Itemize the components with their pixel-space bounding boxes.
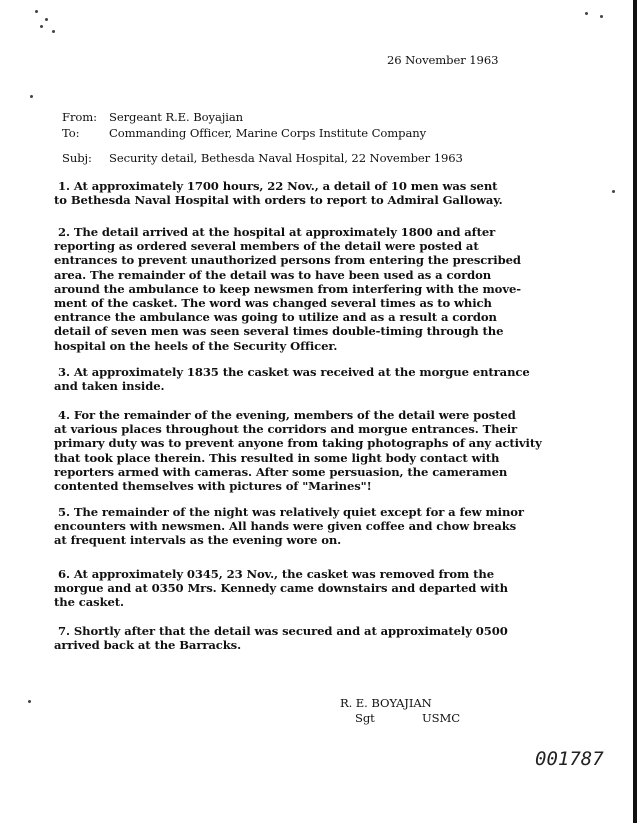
to-label: To:	[62, 126, 80, 140]
paragraph-7-line: arrived back at the Barracks.	[54, 638, 242, 653]
scan-speck	[612, 190, 615, 193]
paragraph-6-line: 6. At approximately 0345, 23 Nov., the casket was removed from the	[58, 567, 495, 581]
paragraph-7-line: 7. Shortly after that the detail was secured and at approximately 0500	[58, 624, 508, 638]
paragraph-4-line: 4. For the remainder of the evening, members of the detail were posted	[58, 408, 516, 422]
paragraph-1-line: to Bethesda Naval Hospital with orders to report to Admiral Galloway.	[54, 193, 503, 208]
paragraph-5-line: at frequent intervals as the evening wore on.	[54, 533, 342, 548]
paragraph-3-line: 3. At approximately 1835 the casket was received at the morgue entrance	[58, 365, 530, 379]
to-value: Commanding Officer, Marine Corps Institute Company	[109, 126, 427, 140]
document-number: 001787	[535, 748, 604, 770]
paragraph-5-line: 5. The remainder of the night was relatively quiet except for a few minor	[58, 505, 524, 519]
subj-value: Security detail, Bethesda Naval Hospital, 22 November 1963	[109, 151, 463, 165]
scan-edge	[633, 0, 637, 823]
scan-speck	[30, 95, 33, 98]
paragraph-2-line: area. The remainder of the detail was to have been used as a cordon	[54, 267, 492, 282]
scan-speck	[35, 10, 38, 13]
paragraph-2-line: hospital on the heels of the Security Officer.	[54, 338, 338, 353]
paragraph-1-line: 1. At approximately 1700 hours, 22 Nov., a detail of 10 men was sent	[58, 179, 498, 193]
scan-speck	[600, 15, 603, 18]
scan-speck	[585, 12, 588, 15]
from-value: Sergeant R.E. Boyajian	[109, 110, 244, 124]
paragraph-4-line: primary duty was to prevent anyone from taking photographs of any activity	[54, 436, 542, 451]
paragraph-2-line: 2. The detail arrived at the hospital at approximately 1800 and after	[58, 225, 496, 239]
paragraph-6-line: the casket.	[54, 595, 124, 610]
from-label: From:	[62, 110, 97, 124]
scan-speck	[40, 25, 43, 28]
paragraph-3-line: and taken inside.	[54, 379, 165, 394]
date: 26 November 1963	[387, 53, 499, 67]
paragraph-4-line: that took place therein. This resulted in some light body contact with	[54, 450, 500, 465]
paragraph-4-line: contented themselves with pictures of "Marines"!	[54, 479, 372, 493]
paragraph-2-line: entrances to prevent unauthorized persons from entering the prescribed	[54, 253, 521, 268]
signature-rank: Sgt	[355, 711, 375, 725]
paragraph-4-line: reporters armed with cameras. After some persuasion, the cameramen	[54, 464, 508, 479]
paragraph-2-line: reporting as ordered several members of the detail were posted at	[54, 239, 479, 254]
paragraph-4-line: at various places throughout the corridors and morgue entrances. Their	[54, 422, 518, 437]
paragraph-2-line: around the ambulance to keep newsmen from interfering with the move-	[54, 281, 521, 296]
paragraph-2-line: entrance the ambulance was going to utilize and as a result a cordon	[54, 310, 497, 325]
paragraph-2-line: ment of the casket. The word was changed several times as to which	[54, 296, 492, 310]
scan-speck	[45, 18, 48, 21]
paragraph-6-line: morgue and at 0350 Mrs. Kennedy came downstairs and departed with	[54, 581, 509, 596]
signature-name: R. E. BOYAJIAN	[340, 696, 432, 710]
subj-label: Subj:	[62, 151, 92, 165]
scan-speck	[52, 30, 55, 33]
paragraph-5-line: encounters with newsmen. All hands were given coffee and chow breaks	[54, 519, 517, 534]
signature-service: USMC	[422, 711, 461, 725]
scan-speck	[28, 700, 31, 703]
paragraph-2-line: detail of seven men was seen several times double-timing through the	[54, 324, 504, 339]
